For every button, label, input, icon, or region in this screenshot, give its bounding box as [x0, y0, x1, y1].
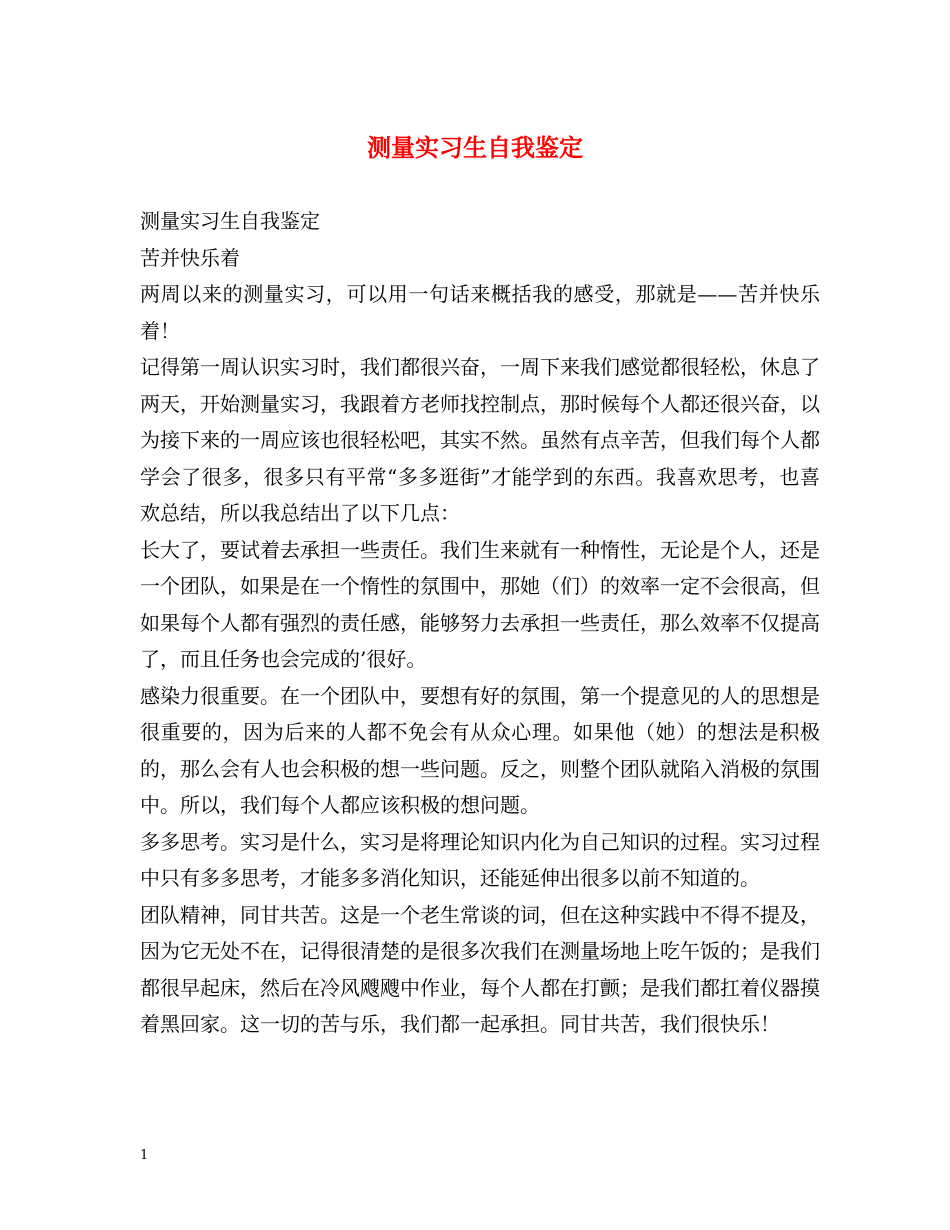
document-title: 测量实习生自我鉴定: [367, 133, 583, 162]
paragraph-subtitle: 苦并快乐着: [140, 245, 240, 270]
page-number: 1: [140, 1148, 149, 1163]
paragraph-thinking: 多多思考。实习是什么，实习是将理论知识内化为自己知识的过程。实习过程中只有多多思考，才能多多消化知识，还能延伸出很多以前不知道的。: [140, 829, 820, 890]
paragraph-influence: 感染力很重要。在一个团队中，要想有好的氛围，第一个提意见的人的思想是很重要的，因为后来的人都不免会有从众心理。如果他（她）的想法是积极的，那么会有人也会积极的想一些问题。反之，则整个团队就陷入消极的氛围中。所以，我们每个人都应该积极的想问题。: [140, 683, 820, 817]
paragraph-intro: 两周以来的测量实习，可以用一句话来概括我的感受，那就是——苦并快乐着！: [140, 282, 820, 343]
paragraph-teamwork: 团队精神，同甘共苦。这是一个老生常谈的词，但在这种实践中不得不提及，因为它无处不在，记得很清楚的是很多次我们在测量场地上吃午饭的；是我们都很早起床，然后在冷风飕飕中作业，每个人都在打颤；是我们都扛着仪器摸着黑回家。这一切的苦与乐，我们都一起承担。同甘共苦，我们很快乐！: [140, 902, 820, 1036]
paragraph-heading: 测量实习生自我鉴定: [140, 209, 320, 233]
paragraph-first-week: 记得第一周认识实习时，我们都很兴奋，一周下来我们感觉都很轻松，休息了两天，开始测量实习，我跟着方老师找控制点，那时候每个人都还很兴奋，以为接下来的一周应该也很轻松吧，其实不然。虽然有点辛苦，但我们每个人都学会了很多，很多只有平常“多多逛街”才能学到的东西。我喜欢思考，也喜欢总结，所以我总结出了以下几点：: [140, 355, 820, 525]
document-body: [140, 203, 820, 1043]
paragraph-responsibility: 长大了，要试着去承担一些责任。我们生来就有一种惰性，无论是个人，还是一个团队，如果是在一个惰性的氛围中，那她（们）的效率一定不会很高，但如果每个人都有强烈的责任感，能够努力去承担一些责任，那么效率不仅提高了，而且任务也会完成的’很好。: [140, 537, 820, 671]
